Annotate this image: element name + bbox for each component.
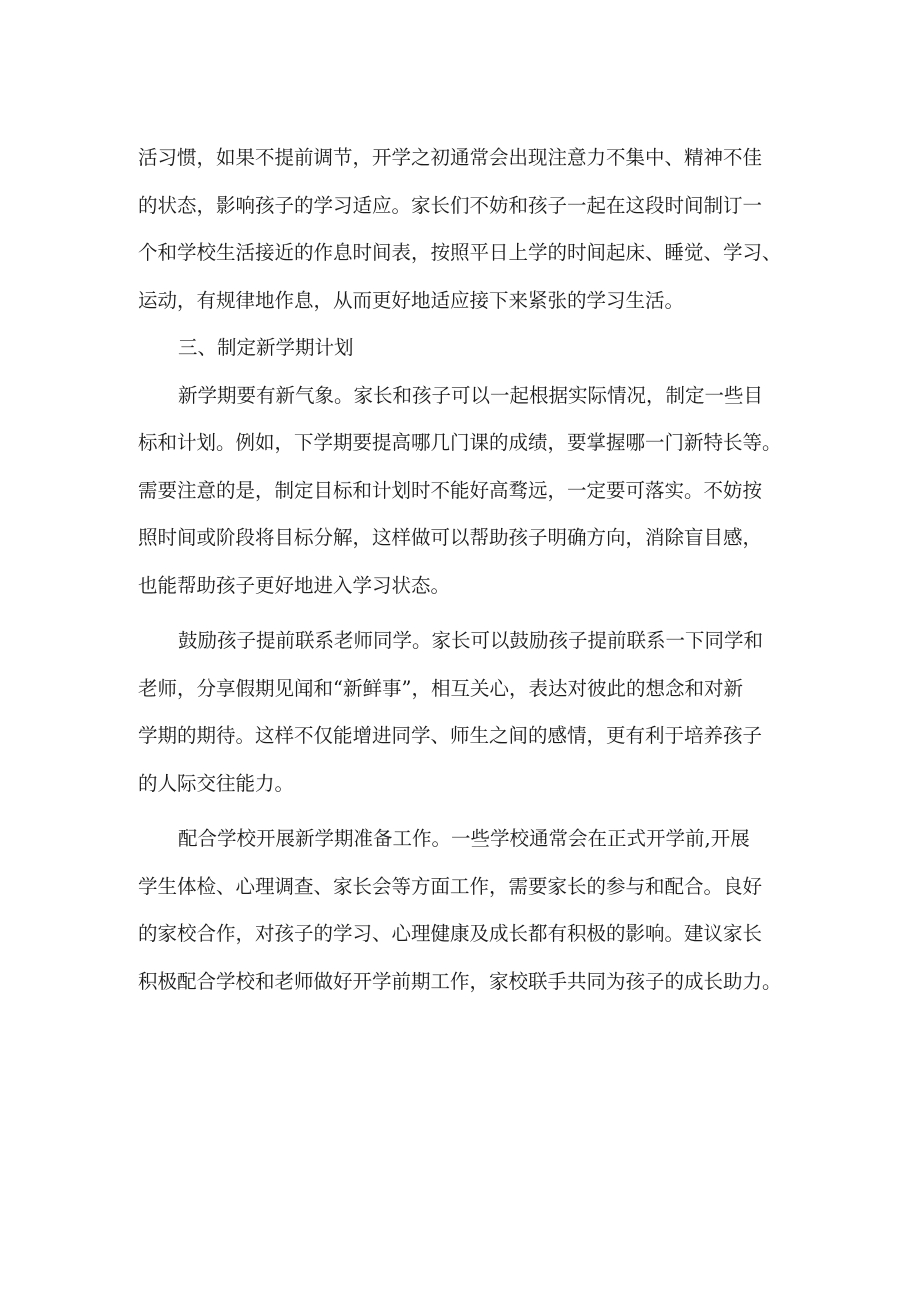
text-line: 学期的期待。这样不仅能增进同学、师生之间的感情，更有利于培养孩子 xyxy=(138,724,763,747)
text-line: 照时间或阶段将目标分解，这样做可以帮助孩子明确方向，消除盲目感， xyxy=(138,526,763,549)
text-line: 标和计划。例如，下学期要提高哪几门课的成绩，要掌握哪一门新特长等。 xyxy=(138,431,782,454)
text-line: 个和学校生活接近的作息时间表，按照平日上学的时间起床、睡觉、学习、 xyxy=(138,241,782,264)
text-line: 配合学校开展新学期准备工作。一些学校通常会在正式开学前,开展 xyxy=(178,827,750,850)
text-line: 的状态，影响孩子的学习适应。家长们不妨和孩子一起在这段时间制订一 xyxy=(138,193,763,217)
text-line: 鼓励孩子提前联系老师同学。家长可以鼓励孩子提前联系一下同学和 xyxy=(178,629,764,652)
text-line: 的人际交往能力。 xyxy=(138,771,295,795)
text-line: 活习惯，如果不提前调节，开学之初通常会出现注意力不集中、精神不佳 xyxy=(138,146,763,169)
paragraph-routine xyxy=(138,134,800,324)
section-heading xyxy=(138,324,800,372)
document-body xyxy=(138,134,800,1005)
text-line: 也能帮助孩子更好地进入学习状态。 xyxy=(138,573,451,597)
text-line: 的家校合作，对孩子的学习、心理健康及成长都有积极的影响。建议家长 xyxy=(138,922,763,945)
text-line: 老师，分享假期见闻和“新鲜事”，相互关心，表达对彼此的想念和对新 xyxy=(138,676,743,700)
text-line: 需要注意的是，制定目标和计划时不能好高骛远，一定要可落实。不妨按 xyxy=(138,478,763,502)
paragraph-contact xyxy=(138,617,800,807)
text-line: 学生体检、心理调查、家长会等方面工作，需要家长的参与和配合。良好 xyxy=(138,874,763,898)
text-line: 运动，有规律地作息，从而更好地适应接下来紧张的学习生活。 xyxy=(138,288,685,312)
paragraph-plan xyxy=(138,372,800,610)
text-line: 积极配合学校和老师做好开学前期工作，家校联手共同为孩子的成长助力。 xyxy=(138,969,782,993)
text-line: 新学期要有新气象。家长和孩子可以一起根据实际情况，制定一些目 xyxy=(178,383,764,407)
heading-text: 三、制定新学期计划 xyxy=(178,336,354,359)
paragraph-school-cooperation xyxy=(138,815,800,1005)
